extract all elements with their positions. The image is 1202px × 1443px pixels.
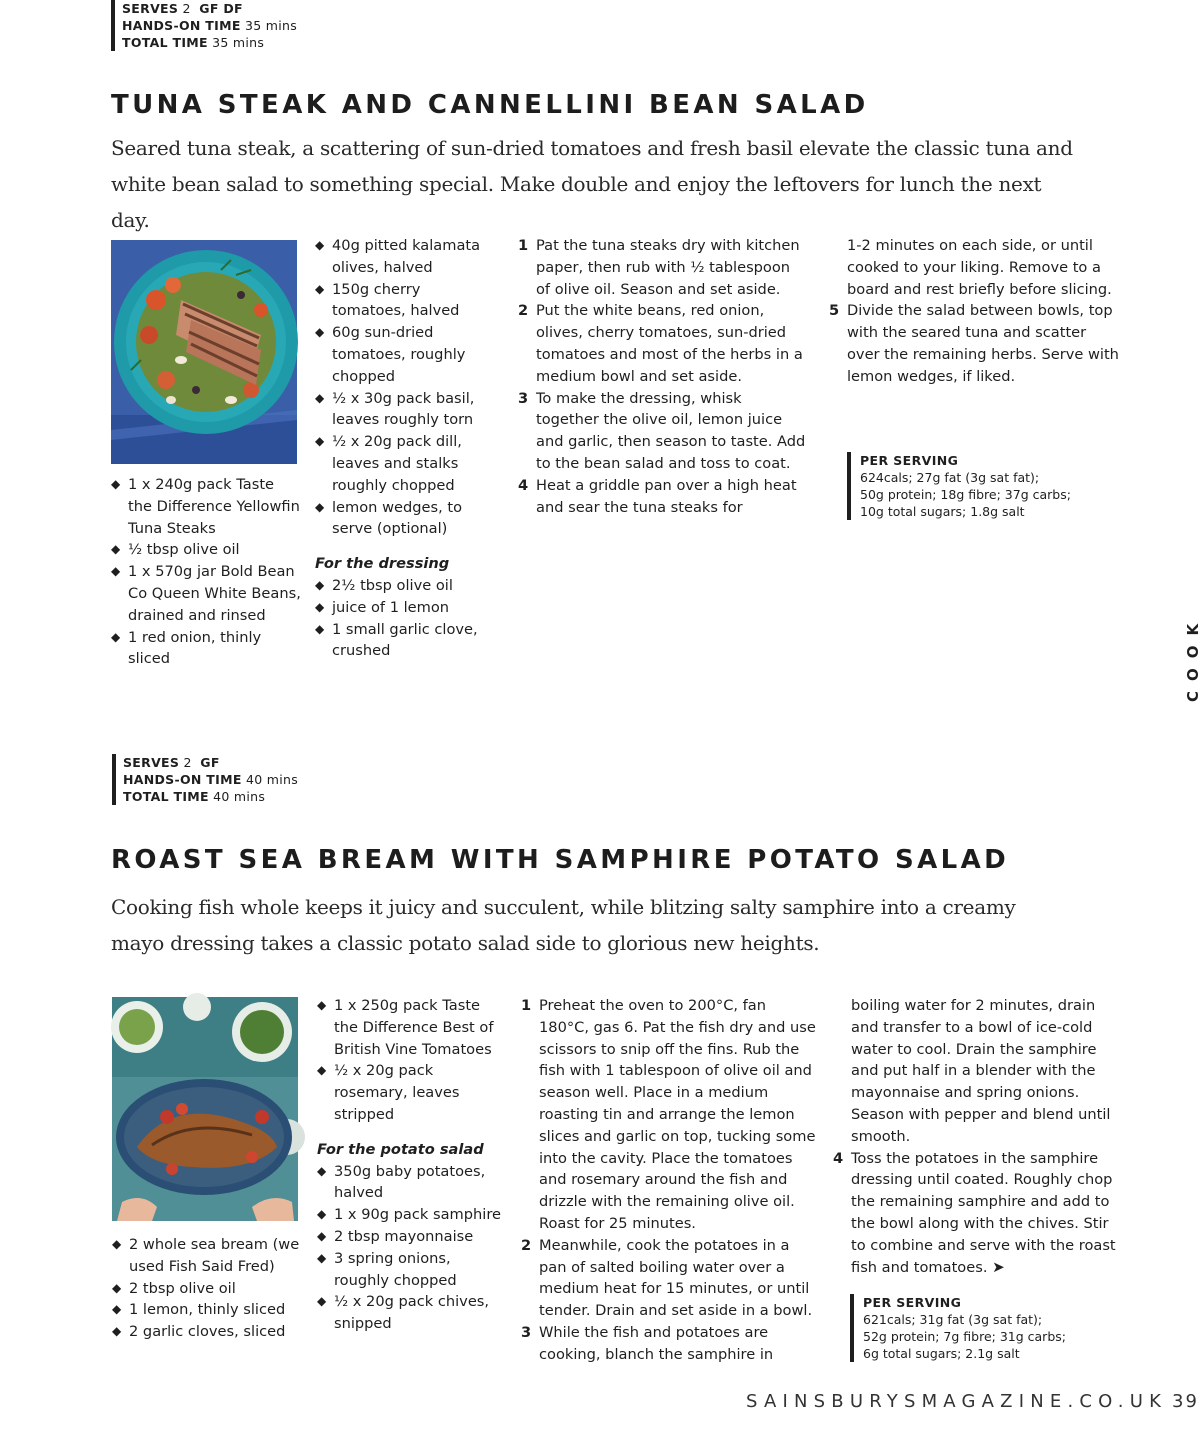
- method-step: 2 Meanwhile, cook the potatoes in a pan of salted boiling water over a medium heat for 15 minutes, or until tender. Drain and set aside in a bowl.: [521, 1236, 813, 1320]
- nutrition-heading: PER SERVING: [860, 453, 959, 468]
- nutrition-line: 50g protein; 18g fibre; 37g carbs;: [860, 487, 1071, 502]
- method-step-continued: boiling water for 2 minutes, drain and transfer to a bowl of ice-cold water to cool. Drain the samphire and put half in a blender with the mayonnaise and spring onions. Season with pepper and blend until smooth.: [851, 997, 1111, 1145]
- recipe1-intro: Seared tuna steak, a scattering of sun-dried tomatoes and fresh basil elevate the classic tuna and white bean salad to something special. Make double and enjoy the leftovers for lunch the next day.: [111, 136, 1073, 232]
- ingredient-item: ◆ 1 small garlic clove, crushed: [315, 619, 495, 663]
- recipe2-method-col2: [833, 995, 1125, 1278]
- ingredient-item: ◆ ½ x 20g pack chives, snipped: [317, 1291, 507, 1335]
- ingredient-item: ◆ 1 lemon, thinly sliced: [112, 1299, 307, 1321]
- serves-row: SERVES 2 GF: [123, 755, 220, 770]
- ingredient-item: ◆ ½ x 30g pack basil, leaves roughly torn: [315, 388, 495, 432]
- ingredient-item: ◆ 1 red onion, thinly sliced: [111, 627, 301, 671]
- serves-row: SERVES 2 GF DF: [122, 1, 243, 16]
- ingredient-item: ◆ 2 garlic cloves, sliced: [112, 1321, 307, 1343]
- ingredient-item: ◆ 1 x 250g pack Taste the Difference Best of British Vine Tomatoes: [317, 995, 507, 1060]
- recipe2-meta: [112, 754, 298, 805]
- recipe1-nutrition: [847, 452, 1071, 520]
- ingredient-item: ◆ 1 x 240g pack Taste the Difference Yellowfin Tuna Steaks: [111, 474, 301, 539]
- recipe1-title: TUNA STEAK AND CANNELLINI BEAN SALAD: [111, 90, 869, 120]
- recipe1-meta: [111, 0, 297, 51]
- tuna-salad-photo: [111, 240, 297, 464]
- footer-url[interactable]: SAINSBURYSMAGAZINE.CO.UK: [746, 1391, 1168, 1412]
- recipe1-ingredients-col1: [111, 474, 301, 670]
- method-step-continued: 1-2 minutes on each side, or until cooked to your liking. Remove to a board and rest briefly before slicing.: [847, 237, 1112, 298]
- page-number: 39: [1172, 1391, 1199, 1412]
- method-step: 1 Pat the tuna steaks dry with kitchen paper, then rub with ½ tablespoon of olive oil. Season and set aside.: [518, 237, 800, 298]
- ingredient-item: ◆ ½ tbsp olive oil: [111, 539, 301, 561]
- dressing-heading: For the dressing: [315, 555, 450, 573]
- method-step: 4 Toss the potatoes in the samphire dressing until coated. Roughly chop the remaining samphire and add to the bowl along with the chives. Stir to combine and serve with the roast fish and tomatoes. ➤: [833, 1149, 1116, 1276]
- method-step: 2 Put the white beans, red onion, olives, cherry tomatoes, sun-dried tomatoes and most of the herbs in a medium bowl and set aside.: [518, 302, 803, 385]
- ingredient-item: ◆ ½ x 20g pack rosemary, leaves stripped: [317, 1060, 507, 1125]
- method-step: 1 Preheat the oven to 200°C, fan 180°C, gas 6. Pat the fish dry and use scissors to snip off the fins. Rub the fish with 1 tablespoon of olive oil and season well. Place in a medium roasting tin and arrange the lemon slices and garlic on top, tucking some into the cavity. Place the tomatoes and rosemary around the fish and drizzle with the remaining olive oil. Roast for 25 minutes.: [521, 997, 816, 1232]
- ingredient-item: ◆ 150g cherry tomatoes, halved: [315, 279, 495, 323]
- ingredient-item: ◆ 2 tbsp mayonnaise: [317, 1226, 507, 1248]
- recipe1-method-col1: [518, 235, 808, 518]
- ingredient-item: ◆ 1 x 570g jar Bold Bean Co Queen White Beans, drained and rinsed: [111, 561, 301, 626]
- ingredient-item: ◆ juice of 1 lemon: [315, 597, 495, 619]
- section-side-label: COOK: [1184, 613, 1202, 702]
- method-step: 4 Heat a griddle pan over a high heat and sear the tuna steaks for: [518, 476, 797, 516]
- method-step: 3 While the fish and potatoes are cooking, blanch the samphire in: [521, 1323, 774, 1363]
- nutrition-line: 52g protein; 7g fibre; 31g carbs;: [863, 1329, 1066, 1344]
- ingredient-item: ◆ ½ x 20g pack dill, leaves and stalks roughly chopped: [315, 431, 495, 496]
- ingredient-item: ◆ 60g sun-dried tomatoes, roughly chopped: [315, 322, 495, 387]
- total-time-row: TOTAL TIME 35 mins: [122, 35, 265, 50]
- potato-salad-heading: For the potato salad: [317, 1140, 484, 1158]
- hands-on-row: HANDS-ON TIME 35 mins: [122, 18, 298, 33]
- recipe2-method-col1: [521, 995, 817, 1366]
- arrow-right-icon: ➤: [992, 1257, 1005, 1276]
- sea-bream-photo: [112, 997, 298, 1221]
- ingredient-item: ◆ 2 whole sea bream (we used Fish Said Fred): [112, 1234, 307, 1278]
- nutrition-line: 10g total sugars; 1.8g salt: [860, 504, 1025, 519]
- recipe2-title: ROAST SEA BREAM WITH SAMPHIRE POTATO SALAD: [111, 845, 1010, 875]
- hands-on-row: HANDS-ON TIME 40 mins: [123, 772, 299, 787]
- ingredient-item: ◆ 3 spring onions, roughly chopped: [317, 1248, 507, 1292]
- ingredient-item: ◆ 1 x 90g pack samphire: [317, 1204, 507, 1226]
- recipe1-ingredients-col2: [315, 235, 495, 662]
- ingredient-item: ◆ lemon wedges, to serve (optional): [315, 497, 495, 541]
- recipe2-nutrition: [850, 1294, 1066, 1362]
- recipe2-ingredients-col1: [112, 1234, 307, 1343]
- nutrition-heading: PER SERVING: [863, 1295, 962, 1310]
- ingredient-item: ◆ 40g pitted kalamata olives, halved: [315, 235, 495, 279]
- ingredient-item: ◆ 2 tbsp olive oil: [112, 1278, 307, 1300]
- ingredient-item: ◆ 350g baby potatoes, halved: [317, 1161, 507, 1205]
- ingredient-item: ◆ 2½ tbsp olive oil: [315, 575, 495, 597]
- recipe2-ingredients-col2: [317, 995, 507, 1335]
- recipe1-method-col2: [829, 235, 1121, 388]
- method-step: 3 To make the dressing, whisk together the olive oil, lemon juice and garlic, then season to taste. Add to the bean salad and toss to coat.: [518, 389, 806, 472]
- total-time-row: TOTAL TIME 40 mins: [123, 789, 266, 804]
- nutrition-line: 624cals; 27g fat (3g sat fat);: [860, 470, 1040, 485]
- method-step: 5 Divide the salad between bowls, top with the seared tuna and scatter over the remaining herbs. Serve with lemon wedges, if liked.: [829, 302, 1119, 385]
- nutrition-line: 621cals; 31g fat (3g sat fat);: [863, 1312, 1043, 1327]
- nutrition-line: 6g total sugars; 2.1g salt: [863, 1346, 1020, 1361]
- recipe2-intro: Cooking fish whole keeps it juicy and succulent, while blitzing salty samphire into a creamy mayo dressing takes a classic potato salad side to glorious new heights.: [111, 895, 1016, 955]
